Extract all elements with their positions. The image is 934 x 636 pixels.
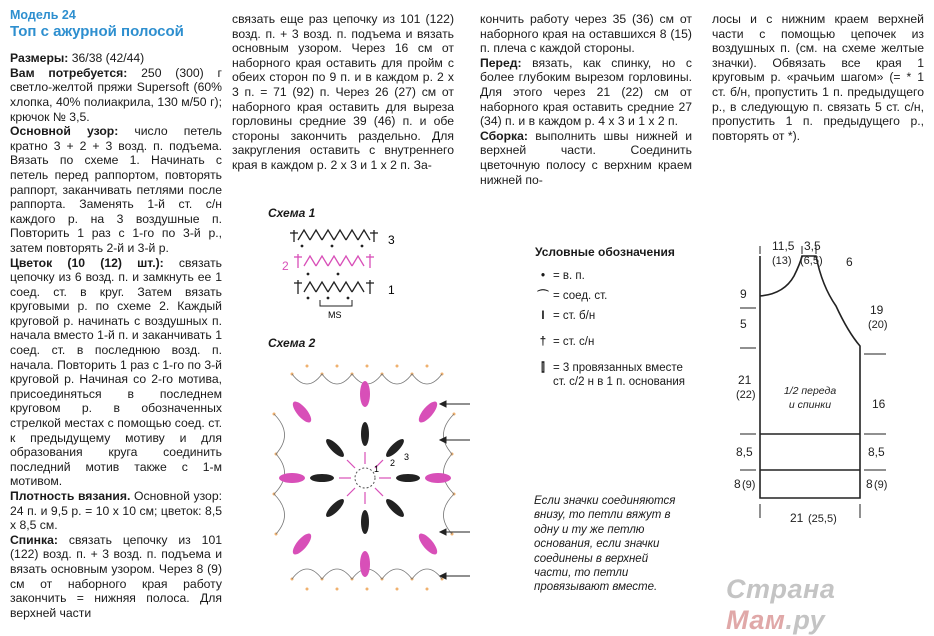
front-paragraph: Перед: вязать, как спинку, но с более глубоким вырезом горловины. Для этого через 21 (22) см от наборного края оставить средние 27 (34) п. и в каждом р. 4 х 3 и 1 х 2 п. [480,55,692,129]
dim-bottom: 21 [790,511,804,525]
dim-neck: 3,5 [804,239,821,253]
dim-bottom-alt: (25,5) [808,513,837,525]
dim-left-3: 21 [738,373,752,387]
cluster-stitch-icon: ⫿ [541,362,545,374]
legend-item-chain: • = в. п. [535,269,685,283]
scheme-1-row-3: 3 [388,233,395,247]
assembly-paragraph: Сборка: выполнить швы нижней и верхней части. Соединить цветочную полосу с верхним краем нижней по- [480,128,692,187]
back-continued-paragraph: связать еще раз цепочку из 101 (122) возд. п. + 3 возд. п. подъема и вязать основным узором. Через 16 см от наборного края оставить для пройм с обеих сторон по 9 п. и в каждом р. 2 х 3 п. = 71 (92) п. Через 26 (27) см от наборного края оставить для выреза горловины средние 39 (46) п. и обе стороны закончить раздельно. Для закругления оставить с внутреннего края в каждом р. 2 х 3 и 1 х 2 п. За- [232,12,454,172]
scheme-2-row-2: 2 [390,458,396,468]
scheme-1-row-1: 1 [388,283,395,297]
legend-item-cluster: ⫿ = 3 провязанных вместе ст. с/2 н в 1 п. основания [535,361,685,389]
dim-neck-alt: (6,5) [800,255,823,267]
finish-paragraph: кончить работу через 35 (36) см от наборного края на оставшихся 8 (15) п. плеча с каждой стороны. [480,12,692,56]
dim-right-4-alt: (9) [874,479,888,491]
dim-right-2: 16 [872,397,886,411]
legend-item-slip: ⌒ = соед. ст. [535,289,685,303]
scheme-1-ms: MS [328,310,342,320]
assembly-continued-paragraph: лосы и с нижним краем верхней части с помощью цепочек из воздушных п. (см. на схеме желтые значки). Обвязать все края 1 круговым р. «рачьим шагом» (= * 1 ст. б/н, пропустить 1 п. предыдущего р., в следующую п. связать 5 ст. с/н, пропустить 1 п. предыдущего р., повторять от *). [712,12,924,143]
chain-stitch-icon: • [540,270,546,282]
back-paragraph: Спинка: связать цепочку из 101 (122) возд. п. + 3 возд. п. подъема и вязать основным узором. Через 8 (9) см от наборного края работу закончить = нижняя полоса. Для верхней части [10,532,222,620]
dim-right-1: 19 [870,303,884,317]
diagram-label-1: 1/2 переда [783,385,837,397]
join-arrows [436,392,472,592]
sizes-paragraph: Размеры: 36/38 (42/44) [10,51,145,66]
dim-left-3-alt: (22) [736,389,756,401]
watermark-logo: Страна Мам.ру [726,574,836,635]
dim-left-2: 5 [740,317,747,331]
scheme-2-row-3: 3 [404,452,410,462]
model-number: Модель 24 [10,8,76,22]
scheme-1-label: Схема 1 [268,206,316,220]
text-column-2 [232,12,454,173]
dim-top-width-alt: (13) [772,255,792,267]
stitch-note: Если значки соединяются внизу, то петли вяжут в одну и ту же петлю основания, если значки соединены в верхней части, то петли провязывают вместе. [534,495,676,594]
dim-right-1-alt: (20) [868,319,888,331]
dim-left-4: 8,5 [736,445,753,459]
scheme-1-row-2: 2 [282,259,289,273]
double-crochet-icon: † [539,336,547,348]
text-column-3 [480,12,692,187]
text-column-1 [10,8,222,620]
text-column-4 [712,12,924,143]
slip-stitch-icon: ⌒ [537,290,549,302]
scheme-2-row-1: 1 [374,464,380,474]
scheme-1-diagram [272,226,412,322]
pattern-diagram [712,236,926,536]
diagram-label-2: и спинки [788,399,832,411]
dim-right-3: 8,5 [868,445,885,459]
dim-shoulder: 6 [846,255,853,269]
scheme-2-label: Схема 2 [268,336,316,350]
dim-left-5-alt: (9) [742,479,756,491]
legend-item-sc: I = ст. б/н [535,309,685,323]
density-paragraph: Плотность вязания. Основной узор: 24 п. и 9,5 р. = 10 х 10 см; цветок: 8,5 х 8,5 см. [10,489,222,533]
page-title: Топ с ажурной полосой [10,22,184,40]
dim-top-width: 11,5 [772,239,795,253]
dim-left-1: 9 [740,287,747,301]
legend-item-dc: † = ст. с/н [535,335,685,349]
legend-title: Условные обозначения [535,245,675,259]
dim-left-5: 8 [734,477,741,491]
legend [535,245,685,395]
dim-right-4: 8 [866,477,873,491]
pattern-paragraph: Основной узор: число петель кратно 3 + 2 + 3 возд. п. подъема. Вязать по схеме 1. Начинать с петель перед раппортом, повторять раппорт, заканчивать петлями после раппорта. Заменять 1-й ст. с/н каждого р. на 3 воздушные п. Повторить 1 раз с 1-го по 3-й р., затем повторять 2-й и 3-й р. [10,124,222,255]
single-crochet-icon: I [541,310,545,322]
flower-paragraph: Цветок (10 (12) шт.): связать цепочку из 6 возд. п. и замкнуть ее 1 соед. ст. в круг. Затем вязать круговыми р. по схеме 2. Каждый круговой р. начинать с воздушных п. начала вместо 1-й п. и заканчивать 1 соед. ст. в последнюю возд. п. начала. Повторить 1 раз с 1-го по 3-й круговой р. Начиная со 2-го мотива, присоединяться в последнем круговом р. в обозначенных стрелкой местах с помощью соед. ст. к предыдущему мотиву и для образования круга соединить последний мотив также с 1-м мотивом. [10,255,222,489]
materials-paragraph: Вам потребуется: 250 (300) г светло-желтой пряжи Supersoft (60% хлопка, 40% полиакрила, 130 м/50 г); крючок № 3,5. [10,65,223,124]
